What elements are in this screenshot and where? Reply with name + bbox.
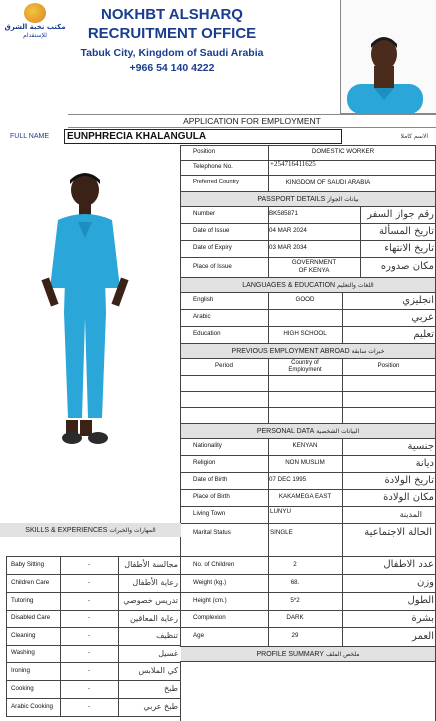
skill-ironing-arabic: كي الملابس bbox=[138, 666, 178, 675]
position-label: Position bbox=[193, 148, 216, 156]
date-of-birth-arabic: تاريخ الولادة bbox=[384, 474, 434, 486]
education-label: Education bbox=[193, 330, 221, 338]
education-value: HIGH SCHOOL bbox=[283, 330, 327, 338]
company-logo bbox=[2, 2, 68, 46]
place-of-birth-label: Place of Birth bbox=[193, 493, 230, 501]
company-phone: +966 54 140 4222 bbox=[129, 62, 215, 74]
passport-title: PASSPORT DETAILS bbox=[257, 195, 326, 203]
skill-children-care-arabic: رعاية الأطفال bbox=[132, 578, 178, 587]
skills-title-ar: المهارات والخبرات bbox=[109, 526, 156, 534]
skill-cooking-arabic: طبخ bbox=[164, 684, 178, 693]
col-position: Position bbox=[377, 362, 400, 370]
skill-cleaning-arabic: تنظيف bbox=[156, 631, 178, 640]
profile-summary-title: PROFILE SUMMARY bbox=[256, 650, 325, 658]
english-arabic: انجليزي bbox=[402, 294, 434, 306]
skill-tutoring-value: - bbox=[87, 596, 91, 604]
skill-cleaning-value: - bbox=[87, 631, 91, 639]
skill-tutoring-label: Tutoring bbox=[11, 596, 34, 604]
weight-arabic: وزن bbox=[416, 577, 434, 588]
skill-disabled-care-value: - bbox=[87, 614, 91, 622]
skill-baby-sitting-label: Baby Sitting bbox=[11, 560, 45, 568]
skills-title: SKILLS & EXPERIENCES bbox=[25, 526, 108, 534]
skill-cleaning-label: Cleaning bbox=[11, 631, 36, 639]
company-address: Tabuk City, Kingdom of Saudi Arabia bbox=[80, 47, 264, 59]
skill-cooking-label: Cooking bbox=[11, 684, 34, 692]
skill-baby-sitting-arabic: مجالسة الأطفال bbox=[124, 560, 178, 569]
nationality-label: Nationality bbox=[193, 442, 222, 450]
logo-emblem bbox=[24, 3, 46, 23]
skill-ironing-value: - bbox=[87, 666, 91, 674]
passport-number-label: Number bbox=[193, 210, 216, 218]
children-value: 2 bbox=[293, 560, 297, 568]
portrait-thumbnail bbox=[340, 0, 436, 114]
religion-arabic: ديانة bbox=[415, 457, 434, 469]
children-label: No. of Children bbox=[193, 560, 235, 568]
full-name-label: FULL NAME bbox=[10, 133, 50, 140]
weight-value: 68. bbox=[290, 578, 300, 586]
skill-children-care-label: Children Care bbox=[11, 578, 50, 586]
living-town-value: LUNYU bbox=[270, 507, 291, 515]
date-of-issue-arabic: تاريخ المسألة bbox=[378, 225, 434, 237]
skill-tutoring-arabic: تدريس خصوصي bbox=[123, 596, 178, 605]
english-label: English bbox=[193, 296, 214, 304]
arabic-label: Arabic bbox=[193, 313, 211, 321]
arabic-value bbox=[268, 309, 342, 326]
passport-number-value: BK585871 bbox=[269, 210, 298, 218]
place-of-birth-value: KAKAMEGA EAST bbox=[278, 493, 332, 501]
education-arabic: تعليم bbox=[413, 328, 434, 340]
skill-washing-value: - bbox=[87, 649, 91, 657]
languages-title: LANGUAGES & EDUCATION bbox=[242, 281, 336, 289]
english-value: GOOD bbox=[295, 296, 315, 304]
application-title: APPLICATION FOR EMPLOYMENT bbox=[68, 114, 436, 128]
arabic-arabic: عربي bbox=[411, 311, 434, 323]
profile-summary-header bbox=[181, 647, 435, 661]
height-value: 5*2 bbox=[290, 596, 300, 604]
company-subtitle: RECRUITMENT OFFICE bbox=[87, 25, 257, 42]
skill-washing-arabic: غسيل bbox=[158, 648, 178, 658]
marital-status-label: Marital Status bbox=[193, 528, 231, 536]
skill-arabic-cooking-arabic: طبخ عربي bbox=[143, 702, 178, 711]
full-name-arabic: الاسم كاملا bbox=[400, 132, 428, 140]
skills-header bbox=[0, 523, 181, 537]
passport-details-header bbox=[181, 192, 435, 206]
previous-employment-title: PREVIOUS EMPLOYMENT ABROAD bbox=[231, 347, 350, 355]
place-of-issue-arabic: مكان صدوره bbox=[380, 261, 434, 272]
nationality-arabic: جنسية bbox=[407, 440, 434, 452]
languages-header bbox=[181, 278, 435, 292]
personal-data-title-ar: البيانات الشخصية bbox=[316, 427, 360, 435]
height-label: Height (cm.) bbox=[193, 596, 227, 604]
date-of-birth-label: Date of Birth bbox=[193, 476, 228, 484]
date-of-issue-label: Date of Issue bbox=[193, 227, 230, 235]
religion-label: Religion bbox=[193, 459, 216, 467]
skill-arabic-cooking-value: - bbox=[87, 702, 91, 710]
religion-value: NON MUSLIM bbox=[285, 459, 325, 467]
children-arabic: عدد الاطفال bbox=[383, 559, 434, 570]
col-country: Country of Employment bbox=[288, 360, 322, 373]
applicant-photo bbox=[28, 168, 153, 448]
date-of-issue-value: 04 MAR 2024 bbox=[269, 227, 307, 235]
skill-ironing-label: Ironing bbox=[11, 666, 30, 674]
living-town-arabic: المدينة bbox=[399, 509, 422, 519]
place-of-issue-value bbox=[268, 259, 360, 275]
skill-cooking-value: - bbox=[87, 684, 91, 692]
complexion-label: Complexion bbox=[193, 614, 226, 622]
date-of-birth-value: 07 DEC 1995 bbox=[269, 476, 307, 484]
company-name: NOKHBT ALSHARQ bbox=[101, 6, 243, 23]
logo-arabic-line1: مكتب نخبة الشرق bbox=[4, 23, 66, 31]
telephone-label: Telephone No. bbox=[193, 163, 233, 171]
skill-children-care-value: - bbox=[87, 578, 91, 586]
marital-status-arabic: الحالة الاجتماعية bbox=[364, 527, 432, 538]
living-town-label: Living Town bbox=[193, 510, 226, 518]
telephone-value: +254716411625 bbox=[270, 160, 316, 168]
previous-employment-header bbox=[181, 344, 435, 358]
profile-summary-body bbox=[180, 661, 436, 721]
position-value: DOMESTIC WORKER bbox=[311, 148, 375, 156]
age-value: 29 bbox=[291, 632, 299, 640]
skill-washing-label: Washing bbox=[11, 649, 35, 657]
passport-title-ar: بيانات الجواز bbox=[327, 195, 359, 203]
personal-data-header bbox=[181, 424, 435, 438]
date-of-expiry-arabic: تاريخ الانتهاء bbox=[384, 242, 434, 254]
col-period: Period bbox=[215, 362, 233, 370]
personal-data-title: PERSONAL DATA bbox=[256, 427, 315, 435]
place-of-issue-line1: GOVERNMENT bbox=[291, 259, 337, 266]
skill-baby-sitting-value: - bbox=[87, 560, 91, 568]
nationality-value: KENYAN bbox=[292, 442, 318, 450]
age-label: Age bbox=[193, 632, 205, 640]
date-of-expiry-label: Date of Expiry bbox=[193, 244, 232, 252]
skill-disabled-care-arabic: رعاية المعاقين bbox=[129, 613, 178, 623]
preferred-country-label: Preferred Country bbox=[193, 179, 240, 186]
place-of-birth-arabic: مكان الولادة bbox=[383, 491, 434, 503]
weight-label: Weight (kg.) bbox=[193, 578, 227, 586]
place-of-issue-line2: OF KENYA bbox=[298, 266, 330, 274]
marital-status-value: SINGLE bbox=[270, 528, 293, 536]
passport-number-arabic: رقم جواز السفر bbox=[367, 208, 434, 220]
languages-title-ar: اللغات والتعليم bbox=[337, 281, 374, 289]
date-of-expiry-value: 03 MAR 2034 bbox=[269, 244, 307, 252]
place-of-issue-label: Place of Issue bbox=[193, 262, 232, 270]
height-arabic: الطول bbox=[407, 595, 434, 606]
previous-employment-title-ar: خبرات سابقة bbox=[351, 347, 385, 355]
skill-disabled-care-label: Disabled Care bbox=[11, 614, 51, 622]
skill-arabic-cooking-label: Arabic Cooking bbox=[11, 702, 53, 710]
complexion-value: DARK bbox=[286, 614, 304, 622]
age-arabic: العمر bbox=[412, 630, 434, 642]
logo-arabic-line2: للإستقدام bbox=[23, 32, 47, 39]
complexion-arabic: بشرة bbox=[411, 612, 434, 624]
profile-summary-title-ar: ملخص الملف bbox=[326, 650, 360, 658]
full-name-value: EUNPHRECIA KHALANGULA bbox=[64, 129, 342, 144]
preferred-country-value: KINGDOM OF SAUDI ARABIA bbox=[285, 178, 371, 186]
